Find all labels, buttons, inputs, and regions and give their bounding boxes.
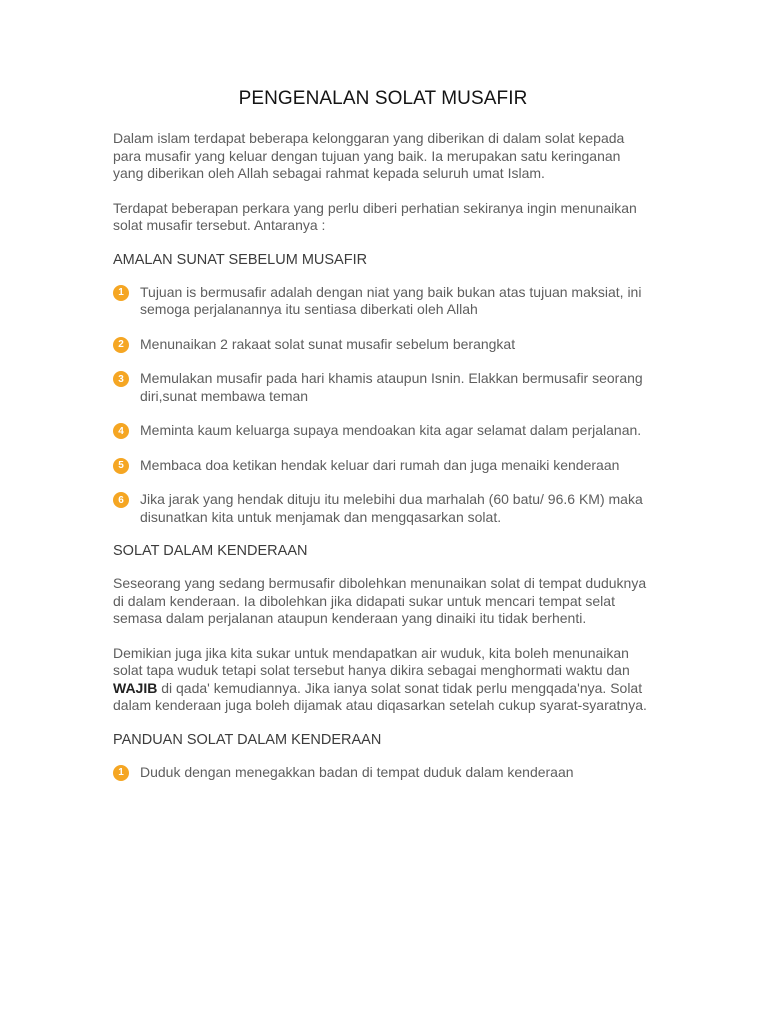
paragraph-text-part: Demikian juga jika kita sukar untuk mendapatkan air wuduk, kita boleh menunaikan solat tapa wuduk tetapi solat tersebut hanya dikira sebagai menghormati waktu dan xyxy=(113,644,630,678)
section-heading-amalan-sunat: AMALAN SUNAT SEBELUM MUSAFIR xyxy=(113,251,368,268)
list-item-text: Memulakan musafir pada hari khamis ataupun Isnin. Elakkan bermusafir seorang diri,sunat membawa teman xyxy=(140,370,643,404)
intro-paragraph-1: Dalam islam terdapat beberapa kelonggaran yang diberikan di dalam solat kepada para musafir yang keluar dengan tujuan yang baik. Ia merupakan satu keringanan yang diberikan oleh Allah sebagai rahmat kepada seluruh umat Islam. xyxy=(113,130,625,181)
list-item-text: Jika jarak yang hendak dituju itu melebihi dua marhalah (60 batu/ 96.6 KM) maka disunatkan kita untuk menjamak dan mengqasarkan solat. xyxy=(140,491,643,525)
list-item xyxy=(113,457,653,475)
list-item xyxy=(113,422,653,440)
number-badge-icon: 2 xyxy=(113,337,129,353)
list-item-text: Meminta kaum keluarga supaya mendoakan kita agar selamat dalam perjalanan. xyxy=(140,422,642,438)
list-item xyxy=(113,370,653,405)
number-badge-icon: 4 xyxy=(113,423,129,439)
intro-paragraph-2: Terdapat beberapan perkara yang perlu diberi perhatian sekiranya ingin menunaikan solat musafir tersebut. Antaranya : xyxy=(113,199,637,233)
wajib-emphasis: WAJIB xyxy=(113,679,158,696)
list-item-text: Membaca doa ketikan hendak keluar dari rumah dan juga menaiki kenderaan xyxy=(140,456,620,473)
section-heading-solat-kenderaan: SOLAT DALAM KENDERAAN xyxy=(113,543,308,559)
section-heading-panduan-solat: PANDUAN SOLAT DALAM KENDERAAN xyxy=(113,731,382,748)
document-content xyxy=(113,88,653,798)
list-item-text: Duduk dengan menegakkan badan di tempat duduk dalam kenderaan xyxy=(140,763,574,780)
number-badge-icon: 3 xyxy=(113,371,129,387)
list-item-text: Menunaikan 2 rakaat solat sunat musafir sebelum berangkat xyxy=(140,335,516,352)
number-badge-icon: 1 xyxy=(113,285,129,301)
solat-kenderaan-paragraph-2 xyxy=(113,645,653,715)
page-title: PENGENALAN SOLAT MUSAFIR xyxy=(238,88,528,109)
paragraph-text-part: di qada' kemudiannya. Jika ianya solat sonat tidak perlu mengqada'nya. Solat dalam kenderaan juga boleh dijamak atau diqasarkan setelah cukup syarat-syaratnya. xyxy=(113,679,647,713)
solat-kenderaan-paragraph-1: Seseorang yang sedang bermusafir dibolehkan menunaikan solat di tempat duduknya di dalam kenderaan. Ia dibolehkan jika didapati sukar untuk mencari tempat selat semasa dalam perjalanan ataupun kenderaan yang dinaiki itu tidak berhenti. xyxy=(113,575,647,626)
list-item xyxy=(113,491,653,526)
list-item xyxy=(113,284,653,319)
list-item xyxy=(113,764,653,782)
amalan-sunat-list xyxy=(113,284,653,527)
number-badge-icon: 6 xyxy=(113,492,129,508)
list-item-text: Tujuan is bermusafir adalah dengan niat yang baik bukan atas tujuan maksiat, ini semoga perjalanannya itu sentiasa diberkati oleh Allah xyxy=(140,283,642,317)
number-badge-icon: 1 xyxy=(113,765,129,781)
list-item xyxy=(113,336,653,354)
number-badge-icon: 5 xyxy=(113,458,129,474)
panduan-solat-list xyxy=(113,764,653,782)
